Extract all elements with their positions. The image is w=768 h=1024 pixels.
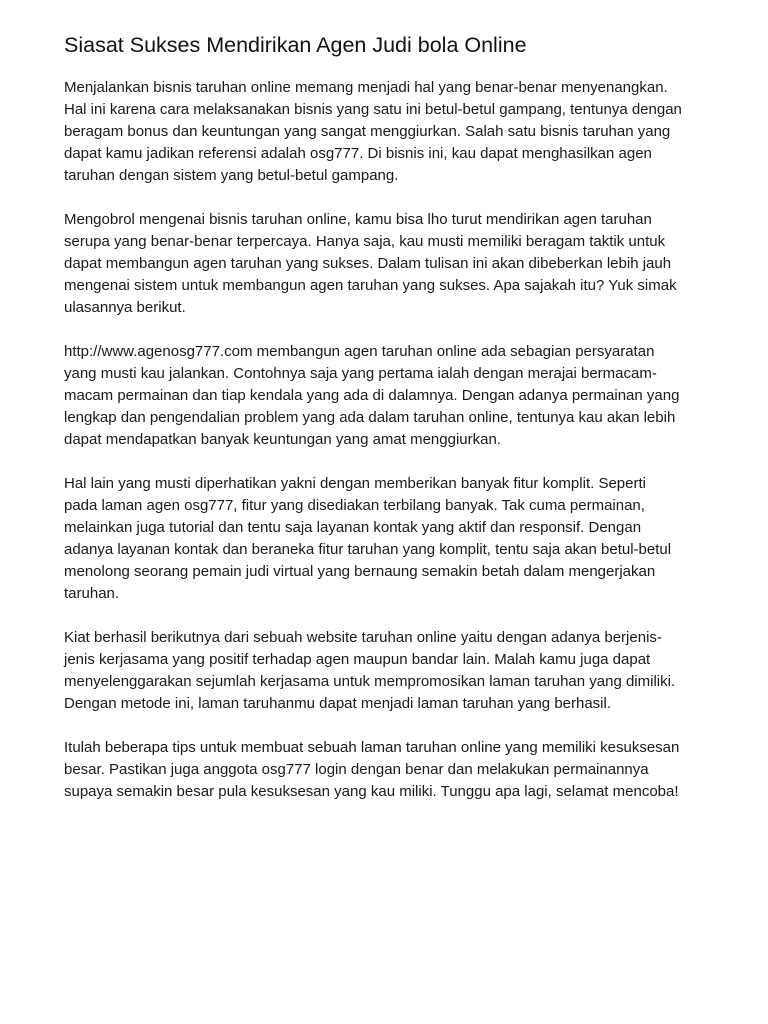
paragraph-line: menyelenggarakan sejumlah kerjasama untuk mempromosikan laman taruhan yang dimiliki.: [64, 673, 676, 690]
paragraph-line: dapat membangun agen taruhan yang sukses. Dalam tulisan ini akan dibeberkan lebih jauh: [64, 255, 672, 272]
paragraph-line: lengkap dan pengendalian problem yang ada dalam taruhan online, tentunya kau akan lebih: [64, 409, 676, 426]
paragraph-line: Hal lain yang musti diperhatikan yakni dengan memberikan banyak fitur komplit. Seperti: [64, 475, 646, 492]
paragraph-5: [64, 627, 714, 715]
paragraph-line: http://www.agenosg777.com membangun agen taruhan online ada sebagian persyaratan: [64, 343, 655, 360]
paragraph-line: Mengobrol mengenai bisnis taruhan online, kamu bisa lho turut mendirikan agen taruhan: [64, 211, 652, 228]
paragraph-line: melainkan juga tutorial dan tentu saja layanan kontak yang aktif dan responsif. Dengan: [64, 519, 642, 536]
paragraph-3: [64, 341, 714, 451]
paragraph-line: ulasannya berikut.: [64, 299, 186, 316]
paragraph-2: [64, 209, 714, 319]
paragraph-line: Itulah beberapa tips untuk membuat sebuah laman taruhan online yang memiliki kesuksesan: [64, 739, 680, 756]
paragraph-line: pada laman agen osg777, fitur yang disediakan terbilang banyak. Tak cuma permainan,: [64, 497, 645, 514]
paragraph-line: besar. Pastikan juga anggota osg777 login dengan benar dan melakukan permainannya: [64, 761, 649, 778]
document-title: Siasat Sukses Mendirikan Agen Judi bola Online: [64, 33, 527, 57]
paragraph-line: supaya semakin besar pula kesuksesan yang kau miliki. Tunggu apa lagi, selamat mencoba!: [64, 783, 679, 800]
paragraph-line: dapat kamu jadikan referensi adalah osg777. Di bisnis ini, kau dapat menghasilkan agen: [64, 145, 652, 162]
paragraph-line: taruhan dengan sistem yang betul-betul gampang.: [64, 167, 399, 184]
paragraph-line: yang musti kau jalankan. Contohnya saja yang pertama ialah dengan merajai bermacam-: [64, 365, 657, 382]
paragraph-line: serupa yang benar-benar terpercaya. Hanya saja, kau musti memiliki beragam taktik untuk: [64, 233, 666, 250]
paragraph-line: Kiat berhasil berikutnya dari sebuah website taruhan online yaitu dengan adanya berjenis-: [64, 629, 662, 646]
paragraph-line: Dengan metode ini, laman taruhanmu dapat menjadi laman taruhan yang berhasil.: [64, 695, 612, 712]
paragraph-line: adanya layanan kontak dan beraneka fitur taruhan yang komplit, tentu saja akan betul-betul: [64, 541, 672, 558]
paragraph-6: [64, 737, 714, 803]
paragraph-line: taruhan.: [64, 585, 120, 602]
paragraph-line: Menjalankan bisnis taruhan online memang menjadi hal yang benar-benar menyenangkan.: [64, 79, 668, 96]
paragraph-1: [64, 77, 714, 187]
paragraph-4: [64, 473, 714, 605]
paragraph-line: beragam bonus dan keuntungan yang sangat menggiurkan. Salah satu bisnis taruhan yang: [64, 123, 671, 140]
paragraph-line: mengenai sistem untuk membangun agen taruhan yang sukses. Apa sajakah itu? Yuk simak: [64, 277, 677, 294]
paragraph-line: Hal ini karena cara melaksanakan bisnis yang satu ini betul-betul gampang, tentunya dengan: [64, 101, 682, 118]
document-body: [64, 77, 714, 803]
paragraph-line: dapat mendapatkan banyak keuntungan yang amat menggiurkan.: [64, 431, 501, 448]
paragraph-line: jenis kerjasama yang positif terhadap agen maupun bandar lain. Malah kamu juga dapat: [64, 651, 651, 668]
paragraph-line: menolong seorang pemain judi virtual yang bernaung semakin betah dalam mengerjakan: [64, 563, 656, 580]
paragraph-line: macam permainan dan tiap kendala yang ada di dalamnya. Dengan adanya permainan yang: [64, 387, 680, 404]
document-page: [64, 30, 714, 825]
